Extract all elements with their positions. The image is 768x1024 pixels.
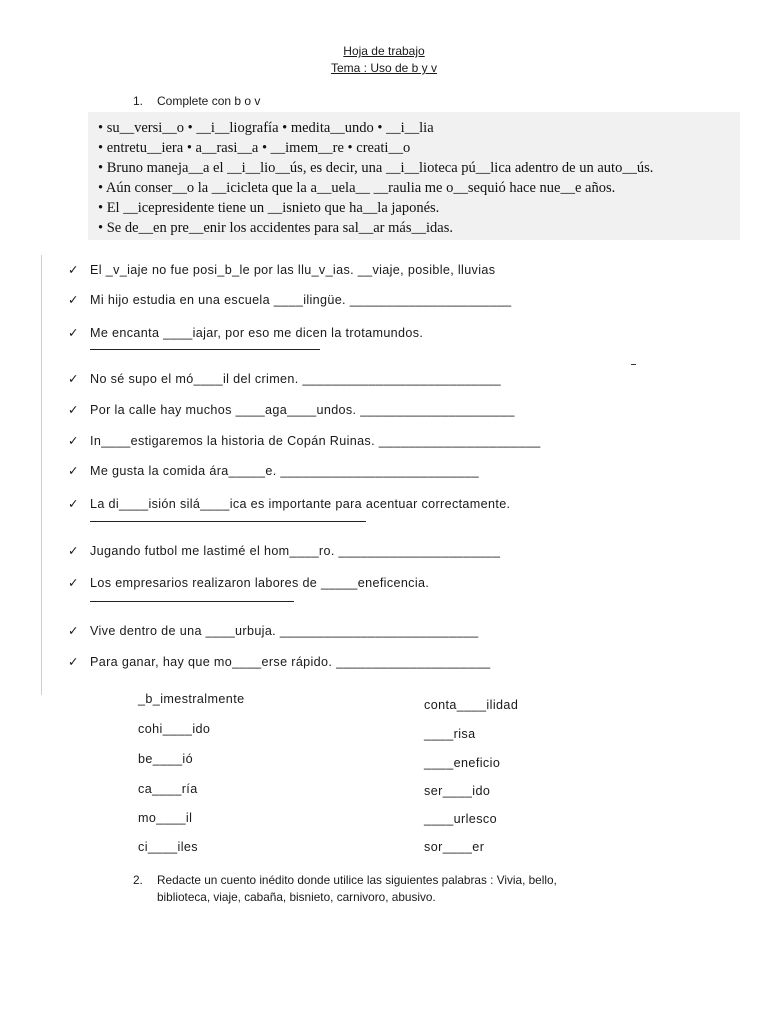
instruction-2 — [133, 872, 653, 906]
scan-line: • Se de__en pre__enir los accidentes para sal__ar más__idas. — [98, 220, 453, 236]
check-icon: ✓ — [68, 655, 79, 669]
word-item: ____urlesco — [424, 812, 498, 826]
exercise-text: Por la calle hay muchos ____aga____undos. _____________________ — [90, 403, 515, 417]
exercise-row — [68, 292, 512, 307]
page-title: Hoja de trabajo — [343, 44, 425, 58]
word-item: mo____il — [138, 811, 193, 825]
exercise-text: Me gusta la comida ára_____e. ___________________________ — [90, 464, 479, 478]
instruction-2-line2: biblioteca, viaje, cabaña, bisnieto, carnivoro, abusivo. — [157, 890, 436, 904]
stray-mark — [631, 364, 636, 365]
exercise-text: Jugando futbol me lastimé el hom____ro. ______________________ — [90, 544, 501, 558]
scan-line: • su__versi__o • __i__liografía • medita__undo • __i__lia — [98, 120, 434, 136]
word-item: cohi____ido — [138, 722, 211, 736]
check-icon: ✓ — [68, 497, 79, 511]
word-item: conta____ilidad — [424, 698, 519, 712]
check-icon: ✓ — [68, 544, 79, 558]
word-item: ____eneficio — [424, 756, 501, 770]
instruction-1 — [133, 94, 260, 108]
exercise-row — [68, 496, 510, 511]
exercise-row — [68, 463, 479, 478]
exercise-text: Mi hijo estudia en una escuela ____ilingüe. ______________________ — [90, 293, 512, 307]
scan-line: • El __icepresidente tiene un __isnieto que ha__la japonés. — [98, 200, 440, 216]
scan-line: • entretu__iera • a__rasi__a • __imem__re • creati__o — [98, 140, 411, 156]
exercise-text: Para ganar, hay que mo____erse rápido. _____________________ — [90, 655, 491, 669]
word-item: ci____iles — [138, 840, 199, 854]
instruction-1-text: Complete con b o v — [157, 94, 261, 108]
exercise-text: La di____isión silá____ica es importante para acentuar correctamente. — [90, 497, 511, 511]
exercise-text: In____estigaremos la historia de Copán Ruinas. ______________________ — [90, 434, 541, 448]
word-item: sor____er — [424, 840, 485, 854]
exercise-text: Los empresarios realizaron labores de _____eneficencia. — [90, 576, 430, 590]
check-icon: ✓ — [68, 403, 79, 417]
check-icon: ✓ — [68, 434, 79, 448]
exercise-text: No sé supo el mó____il del crimen. ___________________________ — [90, 372, 502, 386]
exercise-row — [68, 575, 429, 590]
instruction-1-number: 1. — [133, 94, 144, 108]
scan-line: • Aún conser__o la __icicleta que la a__uela__ __raulia me o__sequió hace nue__e años. — [98, 180, 616, 196]
check-icon: ✓ — [68, 263, 79, 277]
answer-line — [90, 349, 320, 350]
exercise-row — [68, 325, 423, 340]
exercise-row — [68, 262, 495, 277]
word-item: ca____ría — [138, 782, 198, 796]
exercise-row — [68, 543, 500, 558]
exercise-row — [68, 371, 501, 386]
word-item: ser____ido — [424, 784, 491, 798]
check-icon: ✓ — [68, 576, 79, 590]
scanned-exercise-block — [88, 112, 740, 240]
check-icon: ✓ — [68, 326, 79, 340]
scan-line: • Bruno maneja__a el __i__lio__ús, es decir, una __i__lioteca pú__lica adentro de un auto__ús. — [98, 160, 654, 176]
word-item: _b_imestralmente — [138, 692, 245, 706]
exercise-row — [68, 623, 478, 638]
exercise-row — [68, 433, 541, 448]
exercise-row — [68, 402, 515, 417]
word-item: be____ió — [138, 752, 194, 766]
exercise-text: Me encanta ____iajar, por eso me dicen la trotamundos. — [90, 326, 424, 340]
word-item: ____risa — [424, 727, 476, 741]
check-icon: ✓ — [68, 464, 79, 478]
exercise-row — [68, 654, 491, 669]
page-subtitle: Tema : Uso de b y v — [330, 61, 438, 75]
exercise-text: El _v_iaje no fue posi_b_le por las llu_v_ias. __viaje, posible, lluvias — [90, 263, 496, 277]
answer-line — [90, 521, 366, 522]
exercise-text: Vive dentro de una ____urbuja. ___________________________ — [90, 624, 479, 638]
answer-line — [90, 601, 294, 602]
instruction-2-line1: Redacte un cuento inédito donde utilice las siguientes palabras : Vivia, bello, — [157, 873, 557, 887]
check-icon: ✓ — [68, 293, 79, 307]
margin-line — [41, 255, 42, 695]
instruction-2-number: 2. — [133, 873, 143, 887]
check-icon: ✓ — [68, 624, 79, 638]
check-icon: ✓ — [68, 372, 79, 386]
